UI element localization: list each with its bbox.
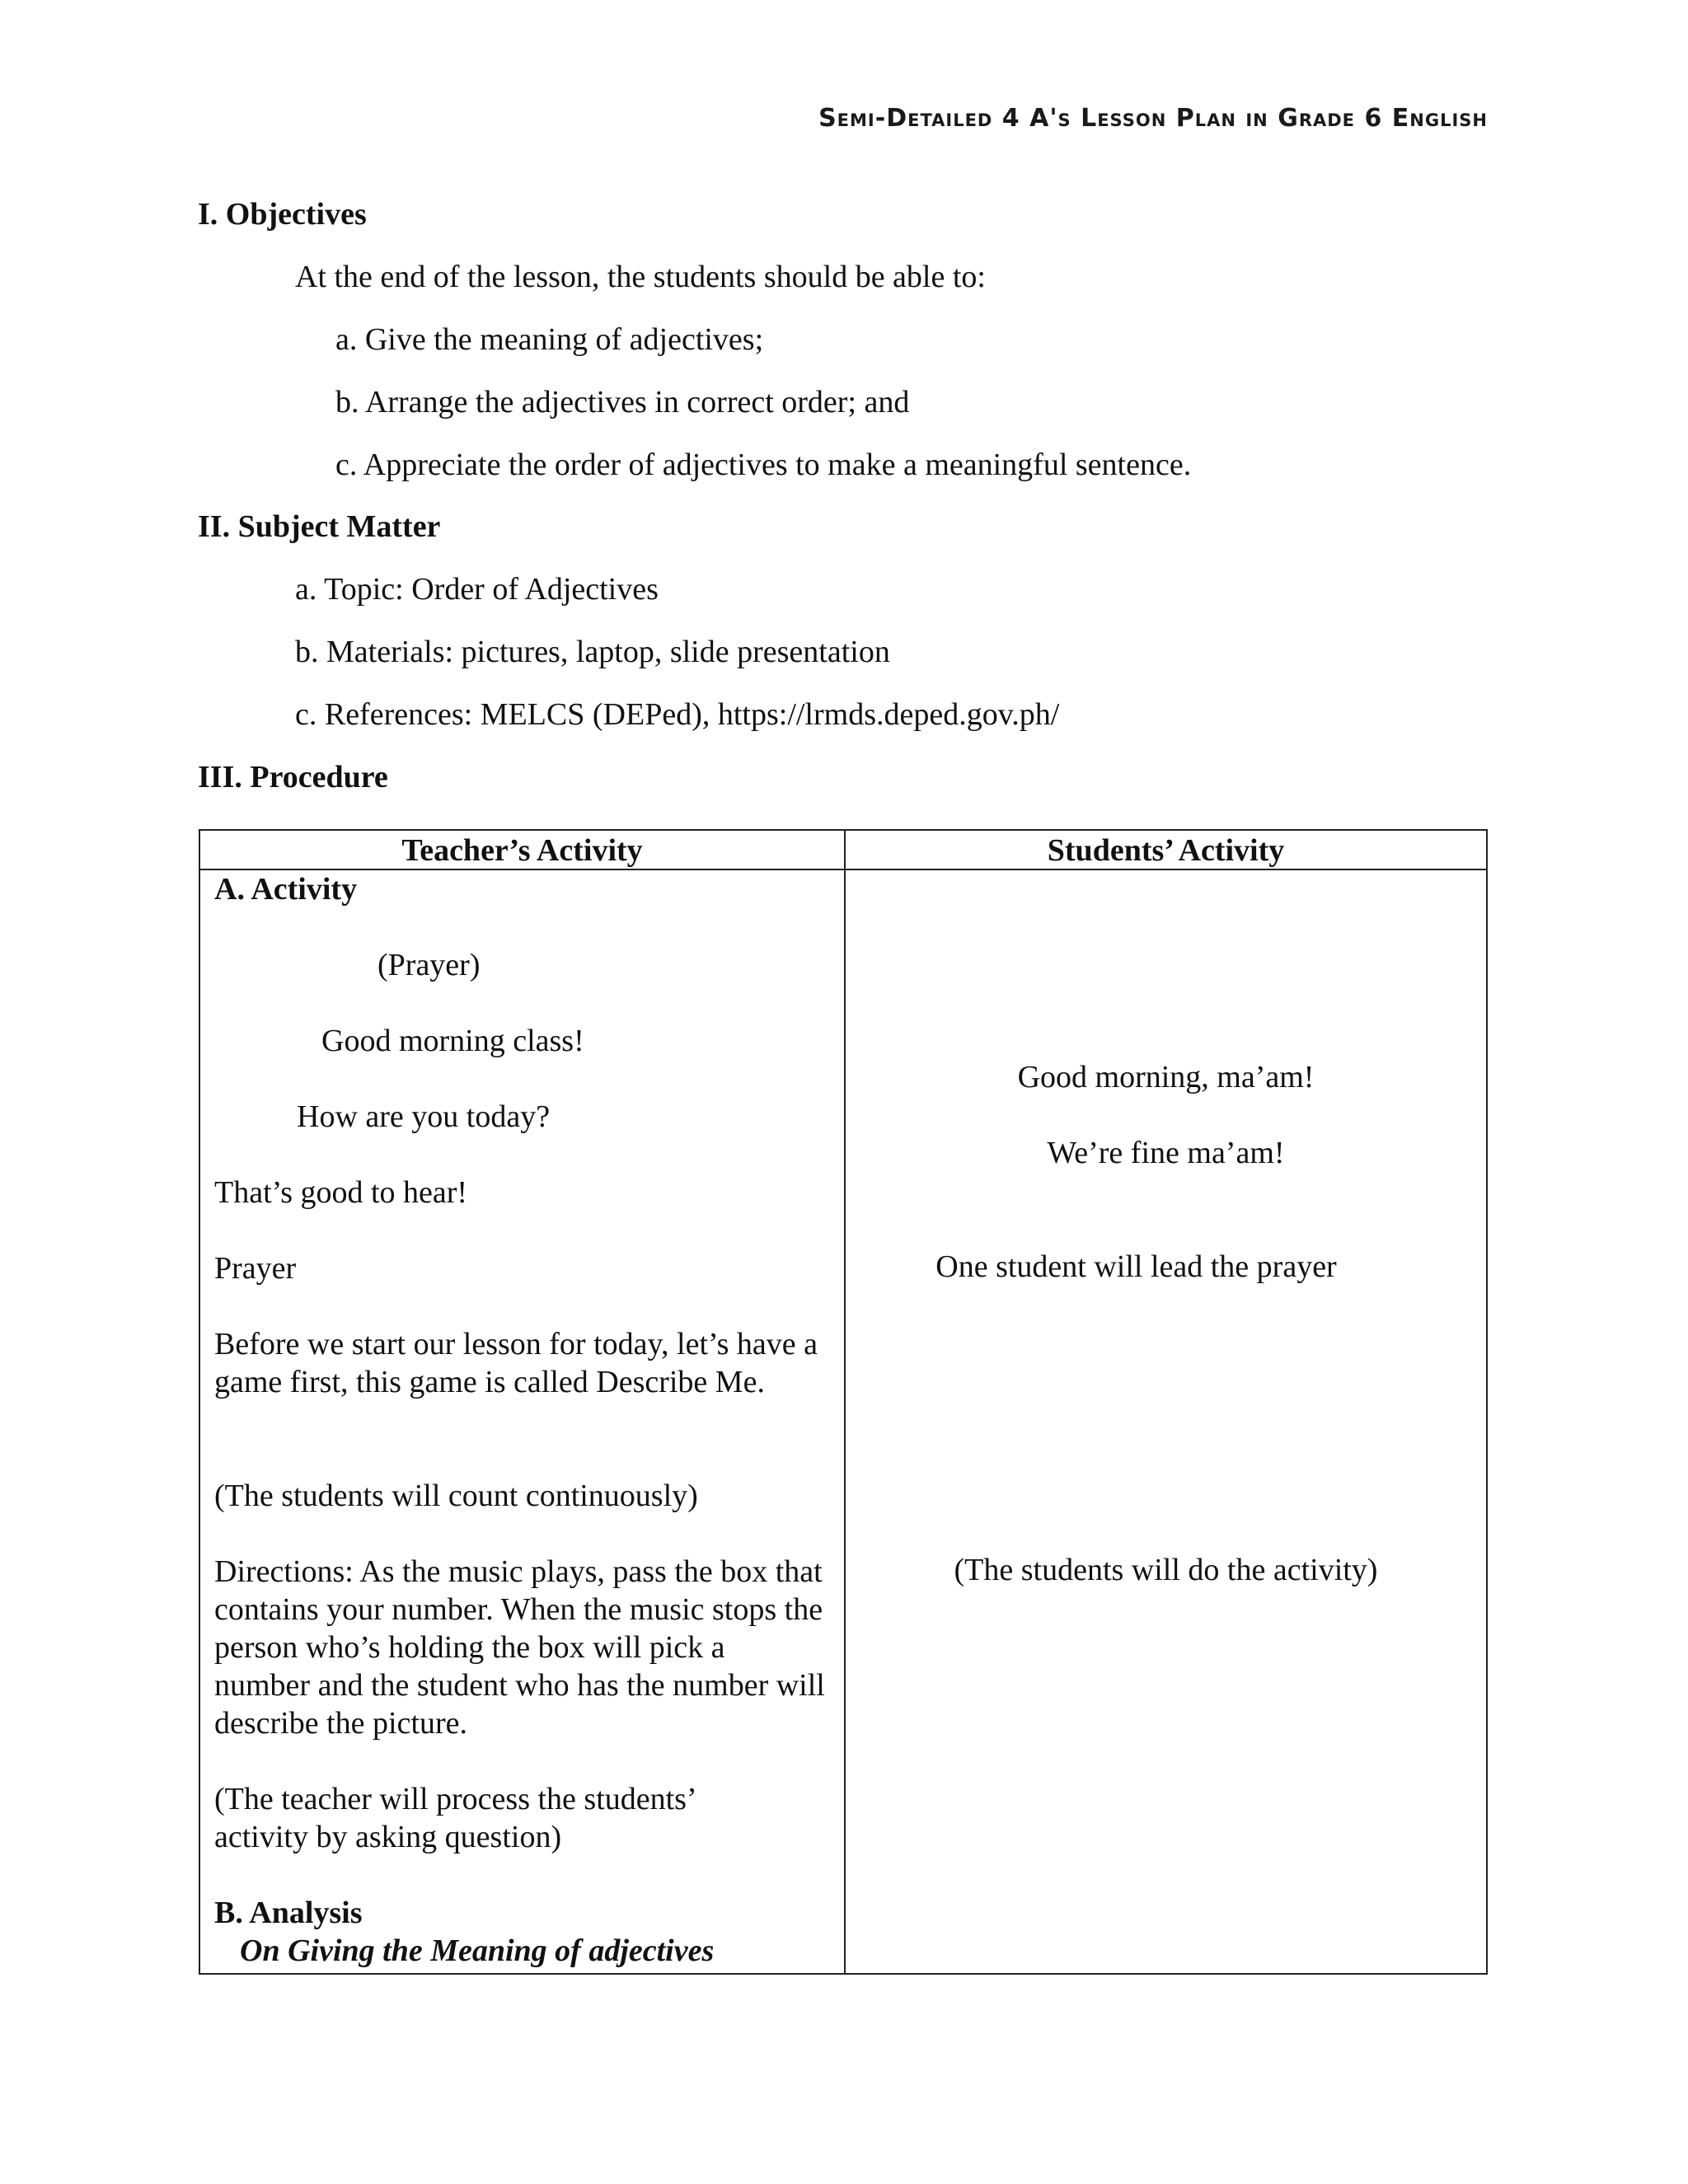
procedure-heading: III. Procedure (198, 760, 388, 794)
teacher-prayer-note: (Prayer) (377, 948, 481, 982)
analysis-heading: B. Analysis (214, 1896, 363, 1930)
teacher-process-note: (The teacher will process the students’ activity by asking question) (214, 1782, 695, 1854)
students-lead-prayer: One student will lead the prayer (935, 1249, 1337, 1284)
column-header-students: Students’ Activity (1047, 833, 1285, 868)
procedure-table (199, 829, 1488, 1975)
teacher-how-are-you: How are you today? (297, 1099, 551, 1134)
table-header-row (200, 831, 1486, 870)
objectives-heading: I. Objectives (198, 197, 367, 232)
subject-item-materials: b. Materials: pictures, laptop, slide presentation (295, 635, 890, 669)
students-greeting-reply: Good morning, ma’am! (1017, 1060, 1315, 1094)
teacher-directions: Directions: As the music plays, pass the box that contains your number. When the music stops the person who’s holding the box will pick a number and the student who has the number will describe the picture. (214, 1554, 825, 1741)
objective-item-a: a. Give the meaning of adjectives; (335, 322, 764, 357)
column-header-teacher: Teacher’s Activity (401, 833, 643, 868)
activity-heading: A. Activity (214, 872, 358, 907)
objective-item-c: c. Appreciate the order of adjectives to make a meaningful sentence. (335, 448, 1192, 482)
analysis-subheading: On Giving the Meaning of adjectives (240, 1933, 715, 1968)
objectives-intro: At the end of the lesson, the students should be able to: (295, 260, 986, 294)
objective-item-b: b. Arrange the adjectives in correct order; and (335, 385, 910, 419)
subject-item-references: c. References: MELCS (DEPed), https://lrmds.deped.gov.ph/ (295, 697, 1060, 732)
teacher-good-to-hear: That’s good to hear! (214, 1175, 468, 1210)
subject-item-topic: a. Topic: Order of Adjectives (295, 572, 659, 607)
document-header: Semi-Detailed 4 A's Lesson Plan in Grade 6 English (818, 104, 1488, 133)
teacher-game-intro: Before we start our lesson for today, let’s have a game first, this game is called Describe Me. (214, 1327, 818, 1399)
column-divider (844, 831, 846, 1973)
teacher-count-note: (The students will count continuously) (214, 1479, 698, 1513)
subject-matter-heading: II. Subject Matter (198, 509, 441, 544)
students-fine-reply: We’re fine ma’am! (1047, 1136, 1285, 1170)
students-do-activity: (The students will do the activity) (954, 1553, 1378, 1587)
teacher-greeting: Good morning class! (321, 1024, 584, 1058)
teacher-prayer: Prayer (214, 1251, 297, 1286)
